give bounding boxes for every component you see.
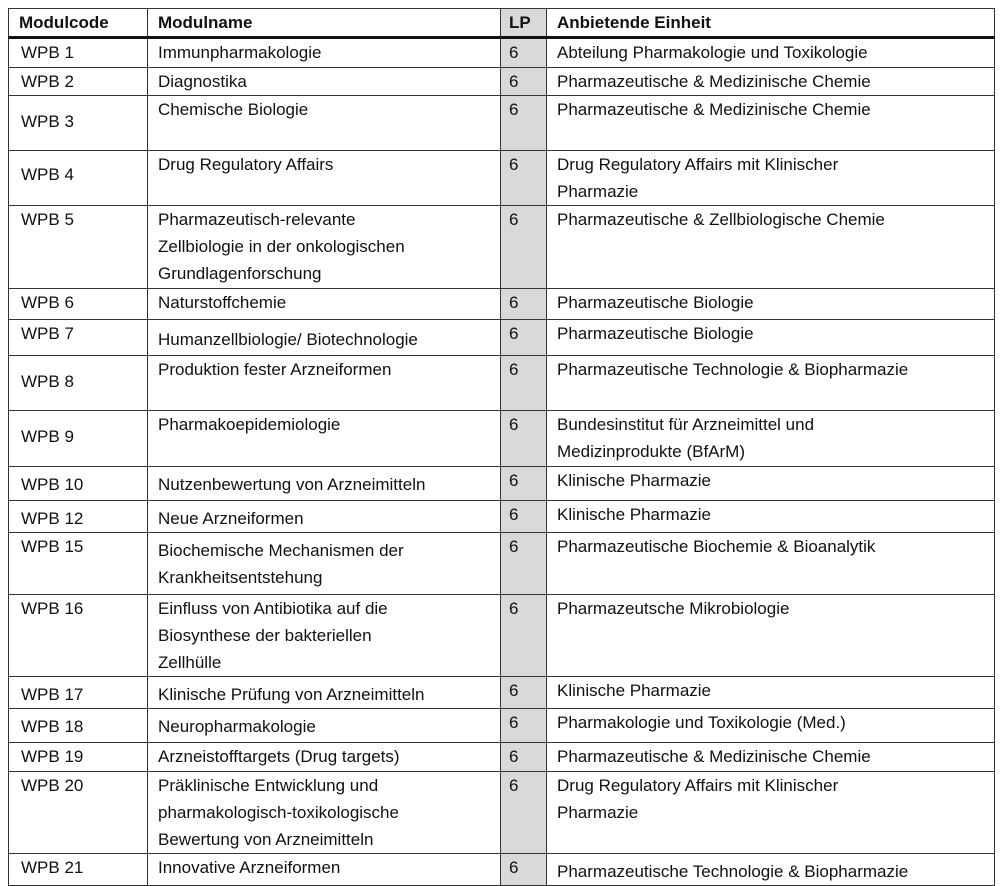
module-code-cell	[9, 320, 148, 356]
header-anbietende-einheit: Anbietende Einheit	[547, 9, 995, 38]
lp-cell-text: 6	[509, 505, 519, 524]
header-row	[9, 9, 995, 38]
lp-cell	[501, 289, 547, 320]
module-table	[8, 8, 995, 886]
lp-cell-text: 6	[509, 713, 519, 732]
provider-cell	[547, 533, 995, 595]
module-name-cell	[148, 68, 501, 96]
provider-cell	[547, 411, 995, 467]
module-name-cell-text: Pharmazeutisch-relevante Zellbiologie in der onkologischen Grundlagenforschung	[158, 210, 405, 283]
lp-cell-text: 6	[509, 360, 519, 379]
module-code-cell-text: WPB 18	[21, 717, 84, 736]
module-code-cell-text: WPB 8	[21, 372, 74, 391]
lp-cell-text: 6	[509, 72, 519, 91]
module-code-cell	[9, 709, 148, 743]
table-row	[9, 289, 995, 320]
lp-cell-text: 6	[509, 537, 519, 556]
lp-cell	[501, 411, 547, 467]
provider-cell	[547, 772, 995, 854]
module-name-cell-text: Einfluss von Antibiotika auf die Biosynthese der bakteriellen Zellhülle	[158, 599, 388, 672]
module-code-cell-text: WPB 4	[21, 165, 74, 184]
table-row	[9, 320, 995, 356]
module-code-cell-text: WPB 17	[21, 685, 84, 704]
provider-cell	[547, 595, 995, 677]
module-code-cell	[9, 96, 148, 151]
provider-cell-text: Klinische Pharmazie	[557, 681, 712, 700]
module-code-cell	[9, 289, 148, 320]
module-name-cell	[148, 96, 501, 151]
module-name-cell	[148, 38, 501, 68]
table-row	[9, 854, 995, 886]
module-name-cell-text: Drug Regulatory Affairs	[158, 155, 334, 174]
lp-cell-text: 6	[509, 210, 519, 229]
provider-cell-text: Bundesinstitut für Arzneimittel und Medizinprodukte (BfArM)	[557, 415, 815, 461]
module-code-cell-text: WPB 6	[21, 293, 74, 312]
provider-cell-text: Klinische Pharmazie	[557, 471, 712, 490]
provider-cell	[547, 677, 995, 709]
provider-cell	[547, 96, 995, 151]
module-code-cell	[9, 68, 148, 96]
provider-cell	[547, 854, 995, 886]
provider-cell	[547, 501, 995, 533]
provider-cell	[547, 743, 995, 772]
module-name-cell	[148, 289, 501, 320]
module-code-cell-text: WPB 10	[21, 475, 84, 494]
module-code-cell	[9, 38, 148, 68]
table-row	[9, 411, 995, 467]
module-name-cell	[148, 411, 501, 467]
table-row	[9, 467, 995, 501]
header-modulname: Modulname	[148, 9, 501, 38]
provider-cell	[547, 467, 995, 501]
table-row	[9, 501, 995, 533]
module-code-cell-text: WPB 3	[21, 112, 74, 131]
module-code-cell	[9, 151, 148, 206]
module-name-cell-text: Naturstoffchemie	[158, 293, 287, 312]
lp-cell	[501, 467, 547, 501]
module-name-cell-text: Nutzenbewertung von Arzneimitteln	[158, 475, 426, 494]
provider-cell-text: Pharmazeutische Technologie & Biopharmazie	[557, 360, 909, 379]
module-code-cell-text: WPB 15	[21, 537, 84, 556]
lp-cell	[501, 854, 547, 886]
module-code-cell-text: WPB 5	[21, 210, 74, 229]
lp-cell	[501, 38, 547, 68]
lp-cell	[501, 320, 547, 356]
provider-cell-text: Abteilung Pharmakologie und Toxikologie	[557, 43, 868, 62]
module-name-cell	[148, 743, 501, 772]
module-code-cell	[9, 677, 148, 709]
module-name-cell-text: Chemische Biologie	[158, 100, 309, 119]
lp-cell	[501, 206, 547, 289]
module-name-cell-text: Diagnostika	[158, 72, 247, 91]
module-name-cell	[148, 533, 501, 595]
module-code-cell	[9, 467, 148, 501]
table-row	[9, 151, 995, 206]
module-code-cell-text: WPB 9	[21, 427, 74, 446]
provider-cell-text: Pharmazeutische & Medizinische Chemie	[557, 72, 871, 91]
module-code-cell-text: WPB 1	[21, 43, 74, 62]
table-row	[9, 743, 995, 772]
lp-cell-text: 6	[509, 415, 519, 434]
module-code-cell	[9, 501, 148, 533]
provider-cell-text: Pharmazeutsche Mikrobiologie	[557, 599, 790, 618]
module-name-cell	[148, 151, 501, 206]
module-name-cell-text: Klinische Prüfung von Arzneimitteln	[158, 685, 425, 704]
lp-cell-text: 6	[509, 293, 519, 312]
provider-cell-text: Pharmakologie und Toxikologie (Med.)	[557, 713, 846, 732]
lp-cell-text: 6	[509, 776, 519, 795]
provider-cell-text: Drug Regulatory Affairs mit Klinischer Pharmazie	[557, 776, 839, 822]
module-code-cell	[9, 772, 148, 854]
provider-cell	[547, 320, 995, 356]
module-code-cell	[9, 356, 148, 411]
lp-cell-text: 6	[509, 155, 519, 174]
module-name-cell	[148, 320, 501, 356]
module-name-cell	[148, 677, 501, 709]
header-modulcode: Modulcode	[9, 9, 148, 38]
module-name-cell-text: Pharmakoepidemiologie	[158, 415, 341, 434]
module-code-cell-text: WPB 20	[21, 776, 84, 795]
lp-cell	[501, 151, 547, 206]
provider-cell	[547, 68, 995, 96]
provider-cell	[547, 38, 995, 68]
module-name-cell-text: Immunpharmakologie	[158, 43, 322, 62]
module-code-cell	[9, 854, 148, 886]
table-row	[9, 38, 995, 68]
lp-cell-text: 6	[509, 858, 519, 877]
module-code-cell	[9, 206, 148, 289]
module-code-cell-text: WPB 2	[21, 72, 74, 91]
module-name-cell-text: Neue Arzneiformen	[158, 509, 304, 528]
module-code-cell-text: WPB 7	[21, 324, 74, 343]
lp-cell	[501, 709, 547, 743]
table-row	[9, 68, 995, 96]
provider-cell-text: Drug Regulatory Affairs mit Klinischer Pharmazie	[557, 155, 839, 201]
provider-cell	[547, 151, 995, 206]
module-name-cell	[148, 595, 501, 677]
provider-cell-text: Klinische Pharmazie	[557, 505, 712, 524]
module-code-cell-text: WPB 19	[21, 747, 84, 766]
provider-cell	[547, 289, 995, 320]
table-row	[9, 772, 995, 854]
module-name-cell	[148, 772, 501, 854]
module-name-cell	[148, 206, 501, 289]
module-code-cell-text: WPB 21	[21, 858, 84, 877]
provider-cell	[547, 206, 995, 289]
lp-cell-text: 6	[509, 599, 519, 618]
header-lp: LP	[501, 9, 547, 38]
module-code-cell	[9, 595, 148, 677]
provider-cell-text: Pharmazeutische Biologie	[557, 293, 754, 312]
provider-cell-text: Pharmazeutische Technologie & Biopharmazie	[557, 862, 909, 881]
module-name-cell-text: Präklinische Entwicklung und pharmakologisch-toxikologische Bewertung von Arzneimitteln	[158, 776, 399, 849]
lp-cell	[501, 96, 547, 151]
lp-cell	[501, 501, 547, 533]
table-row	[9, 96, 995, 151]
module-name-cell-text: Produktion fester Arzneiformen	[158, 360, 392, 379]
table-row	[9, 677, 995, 709]
module-name-cell-text: Biochemische Mechanismen der Krankheitsentstehung	[158, 541, 404, 587]
table-row	[9, 595, 995, 677]
module-name-cell-text: Humanzellbiologie/ Biotechnologie	[158, 330, 418, 349]
provider-cell	[547, 356, 995, 411]
lp-cell-text: 6	[509, 43, 519, 62]
provider-cell-text: Pharmazeutische & Medizinische Chemie	[557, 747, 871, 766]
module-code-cell	[9, 411, 148, 467]
lp-cell-text: 6	[509, 681, 519, 700]
lp-cell	[501, 68, 547, 96]
lp-cell	[501, 772, 547, 854]
provider-cell-text: Pharmazeutische & Zellbiologische Chemie	[557, 210, 885, 229]
lp-cell	[501, 677, 547, 709]
module-code-cell	[9, 533, 148, 595]
module-code-cell-text: WPB 12	[21, 509, 84, 528]
module-name-cell	[148, 356, 501, 411]
module-code-cell	[9, 743, 148, 772]
module-code-cell-text: WPB 16	[21, 599, 84, 618]
module-name-cell-text: Arzneistofftargets (Drug targets)	[158, 747, 400, 766]
module-name-cell-text: Innovative Arzneiformen	[158, 858, 341, 877]
module-name-cell	[148, 467, 501, 501]
provider-cell-text: Pharmazeutische & Medizinische Chemie	[557, 100, 871, 119]
table-row	[9, 533, 995, 595]
lp-cell-text: 6	[509, 324, 519, 343]
table-row	[9, 206, 995, 289]
provider-cell-text: Pharmazeutische Biologie	[557, 324, 754, 343]
lp-cell	[501, 595, 547, 677]
provider-cell	[547, 709, 995, 743]
lp-cell	[501, 356, 547, 411]
provider-cell-text: Pharmazeutische Biochemie & Bioanalytik	[557, 537, 876, 556]
lp-cell	[501, 743, 547, 772]
lp-cell-text: 6	[509, 471, 519, 490]
lp-cell-text: 6	[509, 747, 519, 766]
lp-cell-text: 6	[509, 100, 519, 119]
module-name-cell	[148, 709, 501, 743]
table-row	[9, 709, 995, 743]
module-name-cell	[148, 501, 501, 533]
module-name-cell-text: Neuropharmakologie	[158, 717, 316, 736]
module-name-cell	[148, 854, 501, 886]
lp-cell	[501, 533, 547, 595]
table-row	[9, 356, 995, 411]
